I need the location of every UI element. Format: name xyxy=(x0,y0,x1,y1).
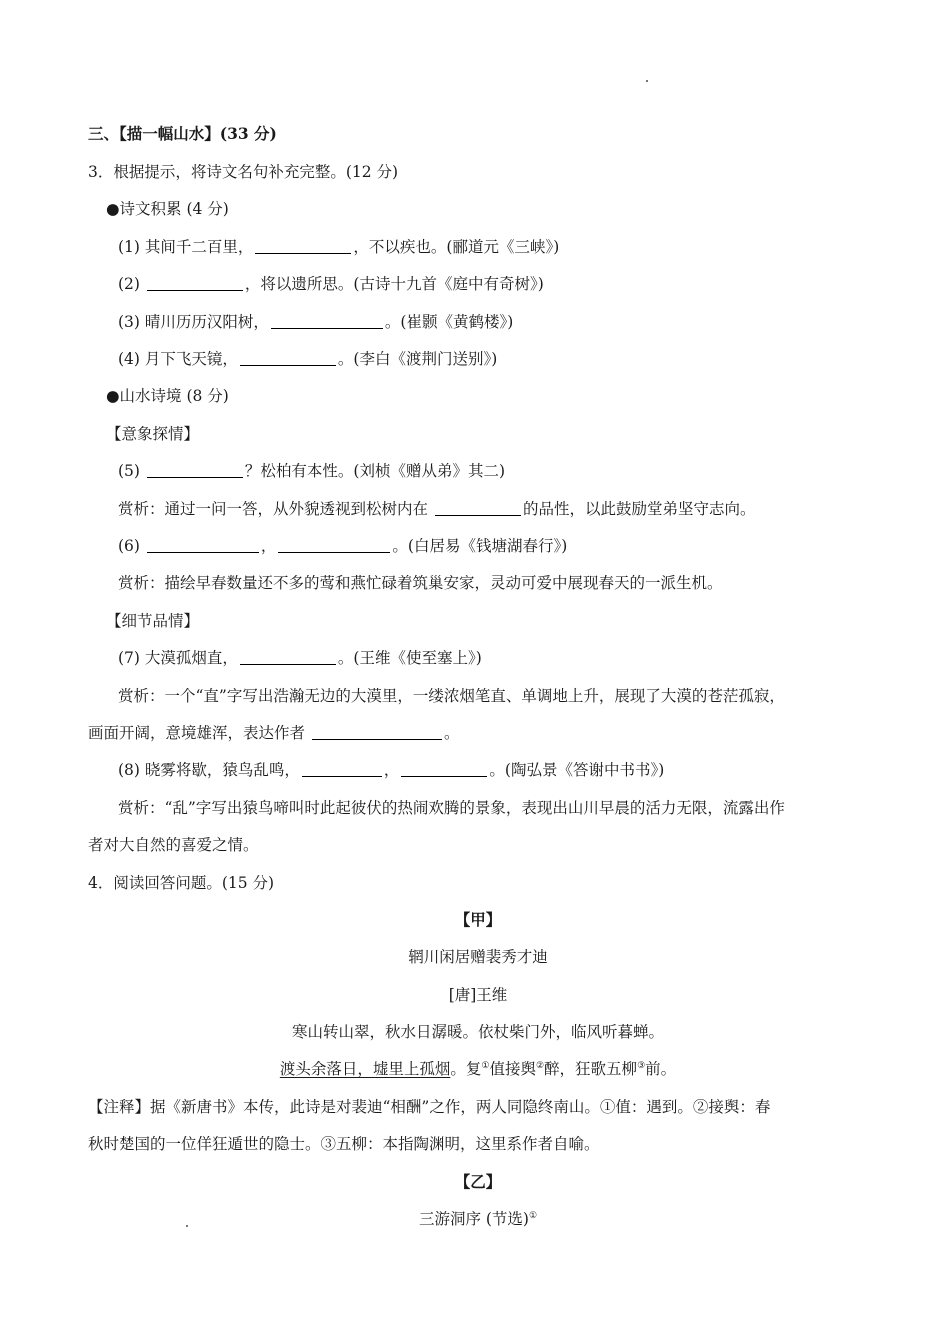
annotation-line-1: 【注释】据《新唐书》本传，此诗是对裴迪“相酬”之作，两人同隐终南山。①值：遇到。②接舆：春 xyxy=(88,1098,771,1116)
fill-item-6: (6) ， 。(白居易《钱塘湖春行》) xyxy=(118,537,568,555)
poem-title: 辋川闲居赠裴秀才迪 xyxy=(408,948,548,966)
answer-blank[interactable] xyxy=(147,275,243,291)
fill-item-1: (1) 其间千二百里， ，不以疾也。(郦道元《三峡》) xyxy=(118,238,560,256)
answer-blank[interactable] xyxy=(312,724,442,740)
fill-item-7: (7) 大漠孤烟直， 。(王维《使至塞上》) xyxy=(118,649,482,667)
section-three-title: 三、【描一幅山水】(33 分) xyxy=(88,124,277,143)
appreciation-5: 赏析：通过一问一答，从外貌透视到松树内在 的品性，以此鼓励堂弟坚守志向。 xyxy=(118,500,756,518)
appreciation-7-line-1: 赏析：一个“直”字写出浩瀚无边的大漠里，一缕浓烟笔直、单调地上升，展现了大漠的苍茫孤寂， xyxy=(118,687,785,705)
fill-item-2: (2) ，将以遗所思。(古诗十九首《庭中有奇树》) xyxy=(118,275,544,293)
answer-blank[interactable] xyxy=(255,238,351,254)
answer-blank[interactable] xyxy=(271,313,383,329)
fill-item-4: (4) 月下飞天镜， 。(李白《渡荆门送别》) xyxy=(118,350,498,368)
appreciation-8-line-1: 赏析：“乱”字写出猿鸟啼叫时此起彼伏的热闹欢腾的景象，表现出山川早晨的活力无限，流露出作 xyxy=(118,799,785,817)
appreciation-7-line-2: 画面开阔，意境雄浑，表达作者 。 xyxy=(88,724,460,742)
poem-author: [唐]王维 xyxy=(448,986,508,1004)
answer-blank[interactable] xyxy=(240,649,336,665)
answer-blank[interactable] xyxy=(435,500,521,516)
answer-blank[interactable] xyxy=(302,761,382,777)
answer-blank[interactable] xyxy=(278,537,390,553)
landscape-heading: ●山水诗境 (8 分) xyxy=(106,387,229,405)
fill-item-5: (5) ？松柏有本性。(刘桢《赠从弟》其二) xyxy=(118,462,505,480)
answer-blank[interactable] xyxy=(401,761,487,777)
poem-line-2: 渡头余落日，墟里上孤烟。复①值接舆②醉，狂歌五柳③前。 xyxy=(279,1060,677,1078)
fill-item-3: (3) 晴川历历汉阳树， 。(崔颢《黄鹤楼》) xyxy=(118,313,514,331)
detail-heading: 【细节品情】 xyxy=(106,612,200,630)
annotation-line-2: 秋时楚国的一位佯狂遁世的隐士。③五柳：本指陶渊明，这里系作者自喻。 xyxy=(88,1135,600,1153)
question-3-title: 3．根据提示，将诗文名句补充完整。(12 分) xyxy=(88,163,399,181)
scan-dot xyxy=(646,80,648,82)
passage-jia-heading: 【甲】 xyxy=(454,910,502,929)
passage-yi-heading: 【乙】 xyxy=(454,1172,502,1191)
accumulation-heading: ●诗文积累 (4 分) xyxy=(106,200,229,218)
answer-blank[interactable] xyxy=(147,462,243,478)
imagery-heading: 【意象探情】 xyxy=(106,425,200,443)
question-4-title: 4．阅读回答问题。(15 分) xyxy=(88,874,275,892)
underlined-phrase: 渡头余落日，墟里上孤烟 xyxy=(279,1060,451,1078)
appreciation-6: 赏析：描绘早春数量还不多的莺和燕忙碌着筑巢安家，灵动可爱中展现春天的一派生机。 xyxy=(118,574,723,592)
answer-blank[interactable] xyxy=(147,537,259,553)
passage-yi-title: 三游洞序 (节选)① xyxy=(418,1210,538,1228)
appreciation-8-line-2: 者对大自然的喜爱之情。 xyxy=(88,836,259,854)
poem-line-1: 寒山转山翠，秋水日潺暖。依杖柴门外，临风听暮蝉。 xyxy=(291,1023,664,1041)
fill-item-8: (8) 晓雾将歇，猿鸟乱鸣， ， 。(陶弘景《答谢中书书》) xyxy=(118,761,665,779)
answer-blank[interactable] xyxy=(240,350,336,366)
